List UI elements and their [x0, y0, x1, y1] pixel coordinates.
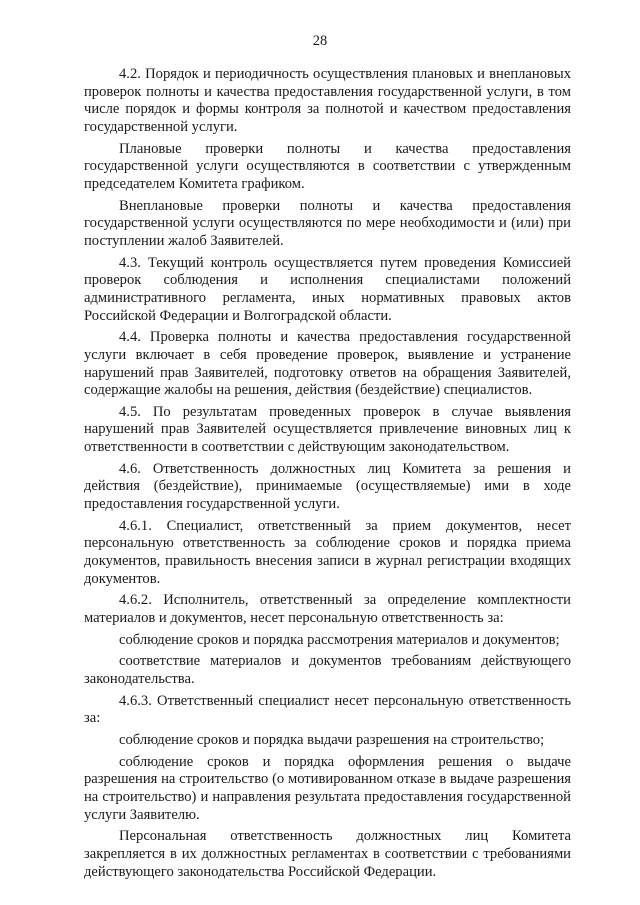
paragraph-planned-checks: Плановые проверки полноты и качества предоставления государственной услуги осуществляются в соответствии с утвержденным председателем Комитета графиком. — [84, 140, 571, 192]
paragraph-personal-responsibility: Персональная ответственность должностных лиц Комитета закрепляется в их должностных регламентах в соответствии с требованиями действующего законодательства Российской Федерации. — [84, 828, 571, 880]
paragraph-4-3: 4.3. Текущий контроль осуществляется путем проведения Комиссией проверок соблюдения и исполнения специалистами положений административного регламента, иных нормативных правовых актов Российской Федерации и Волгоградской области. — [84, 254, 571, 324]
paragraph-4-5: 4.5. По результатам проведенных проверок в случае выявления нарушений прав Заявителей осуществляется привлечение виновных лиц к ответственности в соответствии с действующим законодательством. — [84, 403, 571, 456]
paragraph-unplanned-checks: Внеплановые проверки полноты и качества предоставления государственной услуги осуществляются по мере необходимости и (или) при поступлении жалоб Заявителей. — [84, 197, 571, 249]
paragraph-4-6: 4.6. Ответственность должностных лиц Комитета за решения и действия (бездействие), принимаемые (осуществляемые) ими в ходе предоставления государственной услуги. — [84, 460, 571, 513]
document-body — [84, 66, 571, 881]
paragraph-4-6-1: 4.6.1. Специалист, ответственный за прием документов, несет персональную ответственность за соблюдение сроков и порядка приема документов, правильность внесения записи в журнал регистрации входящих документов. — [84, 517, 571, 587]
list-item-review-deadlines: соблюдение сроков и порядка рассмотрения материалов и документов; — [119, 631, 560, 648]
paragraph-4-2: 4.2. Порядок и периодичность осуществления плановых и внеплановых проверок полноты и качества предоставления государственной услуги, в том числе порядок и формы контроля за полнотой и качеством предоставления государственной услуги. — [84, 66, 571, 135]
list-item-permit-issuance: соблюдение сроков и порядка выдачи разрешения на строительство; — [119, 731, 545, 748]
list-item-decision-processing: соблюдение сроков и порядка оформления решения о выдаче разрешения на строительство (о мотивированном отказе в выдаче разрешения на строительство) и направления результата предоставления государственной услуги Заявителю. — [84, 753, 571, 823]
paragraph-4-6-2: 4.6.2. Исполнитель, ответственный за определение комплектности материалов и документов, несет персональную ответственность за: — [84, 592, 571, 627]
paragraph-4-6-3: 4.6.3. Ответственный специалист несет персональную ответственность за: — [84, 692, 571, 727]
page-number: 28 — [312, 33, 328, 49]
paragraph-4-4: 4.4. Проверка полноты и качества предоставления государственной услуги включает в себя проведение проверок, выявление и устранение нарушений прав Заявителей, подготовку ответов на обращения Заявителей, содержащие жалобы на решения, действия (бездействие) специалистов. — [84, 329, 571, 399]
list-item-legal-compliance: соответствие материалов и документов требованиям действующего законодательства. — [84, 653, 571, 687]
